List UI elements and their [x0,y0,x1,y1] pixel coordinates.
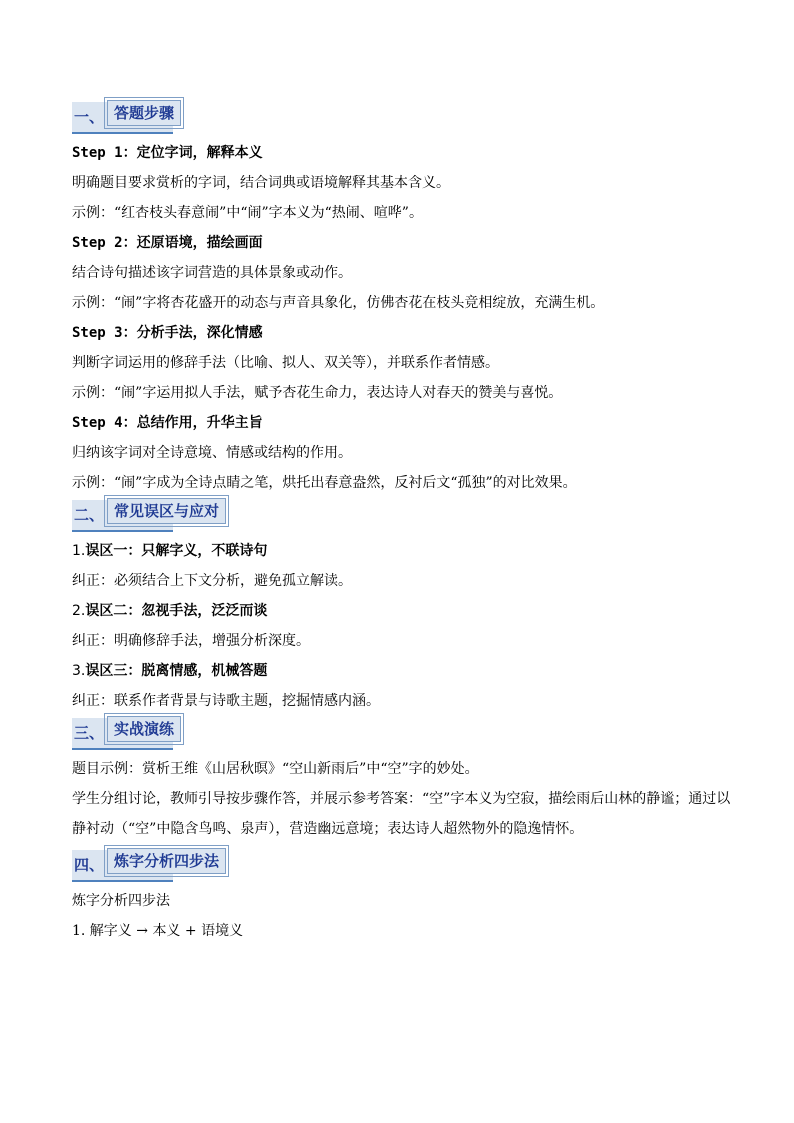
mistake-fix: 纠正：联系作者背景与诗歌主题，挖掘情感内涵。 [72,693,380,709]
step-heading-3 [72,318,732,348]
step-example: 示例：“闹”字运用拟人手法，赋予杏花生命力，表达诗人对春天的赞美与喜悦。 [72,385,563,401]
mistake-number: 1. [72,543,86,559]
section-number: 二、 [74,506,105,524]
practice-paragraph: 学生分组讨论，教师引导按步骤作答，并展示参考答案：“空”字本义为空寂，描绘雨后山林的静谧；通过以静衬动（“空”中隐含鸟鸣、泉声），营造幽远意境；表达诗人超然物外的隐逸情怀。 [72,791,731,837]
step-title: 还原语境，描绘画面 [136,235,263,251]
mistake-heading-1 [72,536,732,566]
step-description: 结合诗句描述该字词营造的具体景象或动作。 [72,265,352,281]
section-title: 炼字分析四步法 [107,848,226,874]
step-heading-4 [72,408,732,438]
step-title: 分析手法，深化情感 [136,325,263,341]
mistake-heading-2 [72,596,732,626]
section-number: 四、 [74,856,105,874]
section-header-1 [72,100,732,132]
step-label: Step 3： [72,325,137,341]
mistake-number: 2. [72,603,86,619]
step-heading-2 [72,228,732,258]
section-number: 一、 [74,108,105,126]
step-example: 示例：“红杏枝头春意闹”中“闹”字本义为“热闹、喧哗”。 [72,205,423,221]
section-number: 三、 [74,724,105,742]
section-header-4 [72,848,732,880]
step-title: 定位字词，解释本义 [136,145,263,161]
practice-example: 题目示例：赏析王维《山居秋暝》“空山新雨后”中“空”字的妙处。 [72,761,479,777]
mistake-fix: 纠正：明确修辞手法，增强分析深度。 [72,633,310,649]
mistake-heading-3 [72,656,732,686]
step-heading-1 [72,138,732,168]
method-item-1: 1. 解字义 → 本义 + 语境义 [72,923,244,939]
step-description: 明确题目要求赏析的字词，结合词典或语境解释其基本含义。 [72,175,450,191]
mistake-title: 误区三：脱离情感，机械答题 [85,663,268,679]
section-title: 答题步骤 [107,100,181,126]
method-subtitle: 炼字分析四步法 [72,893,170,909]
document-page [72,100,732,946]
section-header-2 [72,498,732,530]
section-header-3 [72,716,732,748]
mistake-fix: 纠正：必须结合上下文分析，避免孤立解读。 [72,573,352,589]
step-description: 归纳该字词对全诗意境、情感或结构的作用。 [72,445,352,461]
mistake-number: 3. [72,663,86,679]
step-description: 判断字词运用的修辞手法（比喻、拟人、双关等），并联系作者情感。 [72,355,499,371]
step-label: Step 2： [72,235,137,251]
step-title: 总结作用，升华主旨 [136,415,263,431]
section-title: 常见误区与应对 [107,498,226,524]
mistake-title: 误区二：忽视手法，泛泛而谈 [85,603,268,619]
step-example: 示例：“闹”字成为全诗点睛之笔，烘托出春意盎然，反衬后文“孤独”的对比效果。 [72,475,577,491]
step-label: Step 1： [72,145,137,161]
section-title: 实战演练 [107,716,181,742]
step-label: Step 4： [72,415,137,431]
step-example: 示例：“闹”字将杏花盛开的动态与声音具象化，仿佛杏花在枝头竞相绽放，充满生机。 [72,295,605,311]
mistake-title: 误区一：只解字义，不联诗句 [85,543,268,559]
